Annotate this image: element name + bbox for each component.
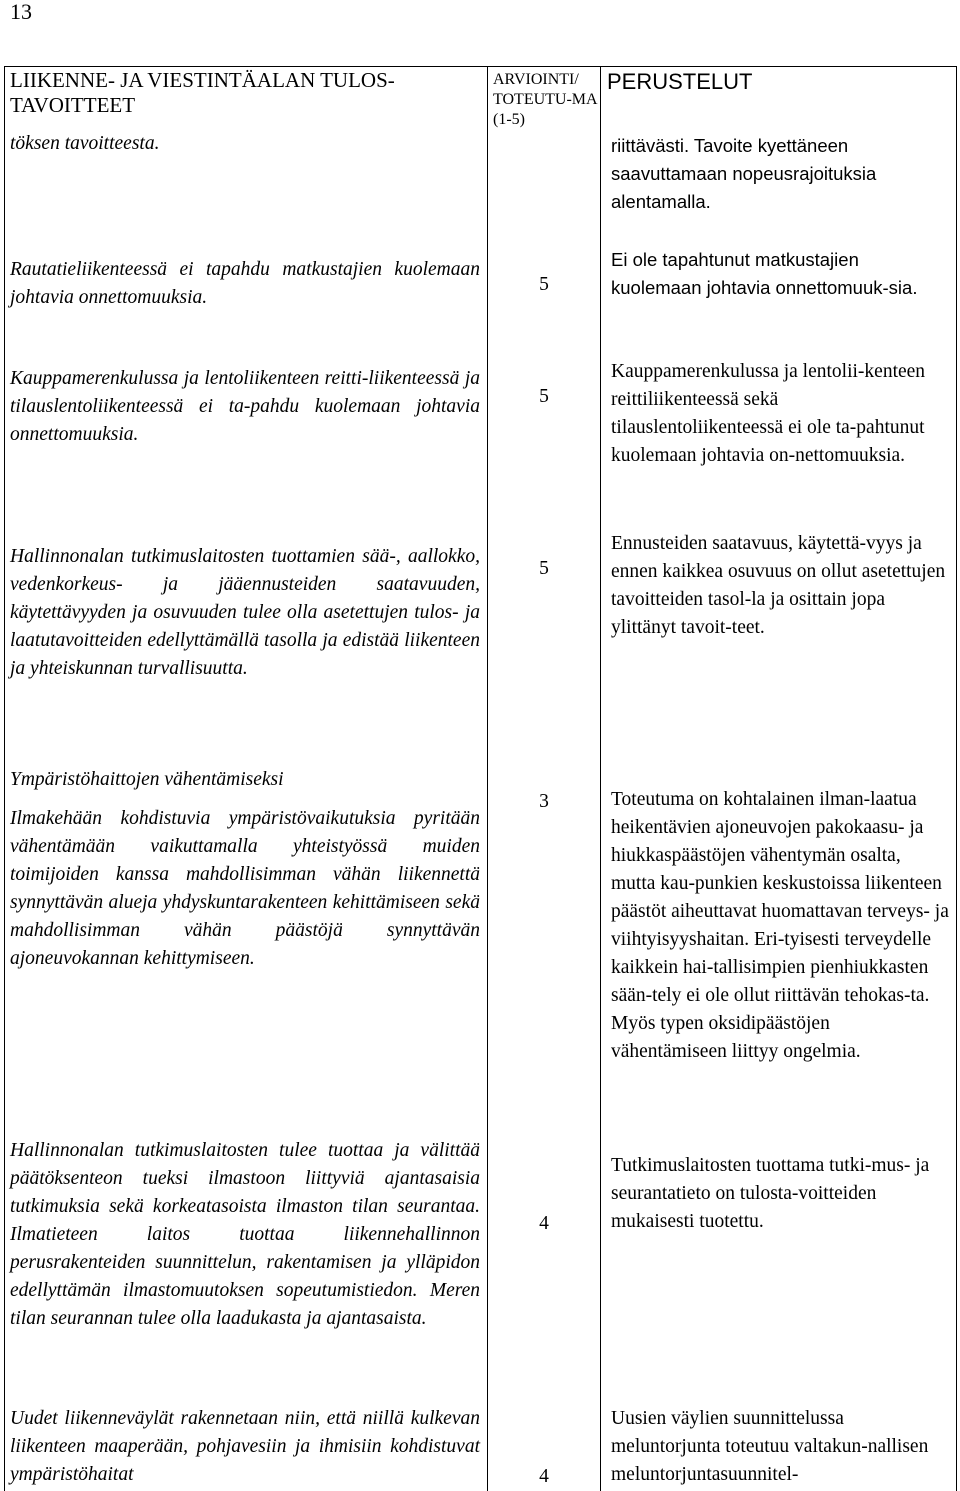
header-rating: ARVIOINTI/ TOTEUTU-MA (1-5) xyxy=(493,71,597,128)
reason-text: Tutkimuslaitosten tuottama tutki-mus- ja seurantatieto on tulosta-voitteiden mukaisesti tuotettu. xyxy=(611,1155,930,1232)
reason-text: Kauppamerenkulussa ja lentolii-kenteen reittiliikenteessä sekä tilauslentoliikenteessä ei ole ta-pahtunut kuolemaan johtavia on-nettomuuksia. xyxy=(611,361,926,466)
column-divider-2 xyxy=(600,66,601,1491)
table-top-border xyxy=(4,66,956,67)
table-border-left xyxy=(4,66,5,1491)
goal-text: töksen tavoitteesta. xyxy=(10,133,160,154)
goal-heading: Ympäristöhaittojen vähentämiseksi xyxy=(10,769,284,790)
goal-text: Kauppamerenkulussa ja lentoliikenteen reitti-liikenteessä ja tilauslentoliikenteessä ei ta-pahdu kuolemaan johtavia onnettomuuksia. xyxy=(10,368,480,445)
score-value: 5 xyxy=(539,274,549,295)
goal-text: Rautatieliikenteessä ei tapahdu matkustajien kuolemaan johtavia onnettomuuksia. xyxy=(10,259,480,308)
score-value: 4 xyxy=(539,1213,549,1234)
goal-text: Hallinnonalan tutkimuslaitosten tulee tuottaa ja välittää päätöksenteon tueksi ilmastoon liittyviä ajantasaisia tutkimuksia sekä korkeatasoista ilmaston tilan seurantaa. Ilmatieteen laitos tuottaa liikennehallinnon perusrakenteiden suunnittelun, rakentamisen ja ylläpidon edellyttämän ilmastomuutoksen sopeutumistiedon. Meren tilan seurannan tulee olla laadukasta ja ajantasaista. xyxy=(10,1140,480,1329)
reason-text: Uusien väylien suunnittelussa meluntorjunta toteutuu valtakun-nallisen meluntorjuntasuunnitel- xyxy=(611,1408,929,1485)
reason-text: riittävästi. Tavoite kyettäneen saavuttamaan nopeusrajoituksia alentamalla. xyxy=(611,135,877,212)
score-value: 3 xyxy=(539,791,549,812)
goal-text: Uudet liikenneväylät rakennetaan niin, että niillä kulkevan liikenteen maaperään, pohjavesiin ja ihmisiin kohdistuvat ympäristöhaitat xyxy=(10,1408,480,1485)
header-goals: LIIKENNE- JA VIESTINTÄALAN TULOS-TAVOITTEET xyxy=(10,68,395,117)
reason-text: Toteutuma on kohtalainen ilman-laatua heikentävien ajoneuvojen pakokaasu- ja hiukkaspäästöjen vähentymän osalta, mutta kau-punkien keskustoissa liikenteen päästöt aiheuttavat huomattavan terveys- ja viihtyisyyshaitan. Eri-tyisesti terveydelle kaikkein hai-tallisimpien pienhiukkasten sään-tely ei ole ollut riittävän tehokas-ta. Myös typen oksidipäästöjen vähentämiseen liittyy ongelmia. xyxy=(611,789,949,1062)
reason-text: Ei ole tapahtunut matkustajien kuolemaan johtavia onnettomuuk-sia. xyxy=(611,249,918,298)
header-reasons: PERUSTELUT xyxy=(607,69,753,94)
goal-text: Hallinnonalan tutkimuslaitosten tuottamien sää-, aallokko, vedenkorkeus- ja jääennusteiden saatavuuden, käytettävyyden ja osuvuuden tulee olla asetettujen tulos- ja laatutavoitteiden edellyttämällä tasolla ja edistää liikenteen ja yhteiskunnan turvallisuutta. xyxy=(10,546,480,679)
table-border-right xyxy=(956,66,957,1491)
score-value: 5 xyxy=(539,386,549,407)
score-value: 5 xyxy=(539,558,549,579)
reason-text: Ennusteiden saatavuus, käytettä-vyys ja ennen kaikkea osuvuus on ollut asetettujen tavoitteiden tasol-la ja osittain jopa ylittänyt tavoit-teet. xyxy=(611,533,946,638)
score-value: 4 xyxy=(539,1466,549,1487)
goal-text: Ilmakehään kohdistuvia ympäristövaikutuksia pyritään vähentämään vaikuttamalla yhteistyössä muiden toimijoiden kanssa mahdollisimman vähän liikennettä synnyttävän alueja yhdyskuntarakenteen kehittämiseen sekä mahdollisimman vähän päästöjä synnyttävän ajoneuvokannan kehittymiseen. xyxy=(10,808,480,969)
page-number: 13 xyxy=(10,0,32,24)
